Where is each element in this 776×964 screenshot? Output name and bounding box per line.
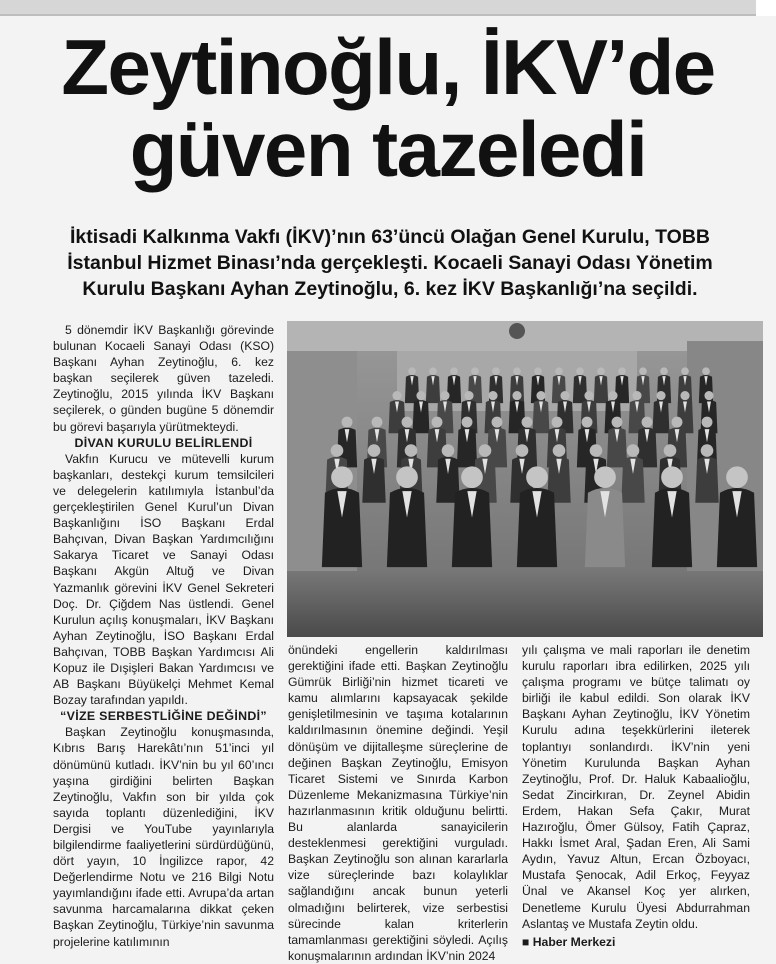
emblem-icon [509, 323, 525, 339]
group-photo-illustration [287, 321, 763, 637]
headline [0, 23, 776, 193]
deck-line-1: İktisadi Kalkınma Vakfı (İKV)’nın 63’üncü Olağan Genel Kurulu, TOBB [69, 226, 711, 248]
article-paragraph: Vakfın Kurucu ve mütevelli kurum başkanları, destekçi kurum temsilcileri ve delegelerin katılımıyla İstanbul’da gerçekleştirilen Genel Kurul’un Divan Başkanlığını İSO Başkanı Erdal Bahçıvan, Divan Başkan Yardımcılığını Sakarya Ticaret ve Sanayi Odası Başkanı Akgün Altuğ ve Divan Yazmanlık görevini İKV Genel Sekreteri Doç. Dr. Çiğdem Nas üstlendi. Genel Kurulun açılış konuşmaları, İKV Başkanı Ayhan Zeytinoğlu, İSO Başkanı Erdal Bahçıvan, TOBB Başkan Yardımcısı Ali Kopuz ile Dışişleri Bakan Yardımcısı ve AB Başkanı Büyükelçi Mehmet Kemal Bozay tarafından yapıldı. [53, 451, 274, 708]
headline-line-2: güven tazeledi [129, 105, 647, 193]
article-column-2 [288, 642, 508, 964]
group-photo [287, 321, 763, 637]
subheading-vize: “VİZE SERBESTLİĞİNE DEĞİNDİ” [60, 709, 267, 724]
byline: ■ Haber Merkezi [522, 934, 616, 949]
article-column-3 [522, 642, 750, 950]
article-paragraph: 5 dönemdir İKV Başkanlığı görevinde bulunan Kocaeli Sanayi Odası (KSO) Başkanı Ayhan Zeytinoğlu, 6. kez başkan seçilerek güven tazeledi. Zeytinoğlu, 2015 yılında İKV Başkanı seçilerek, o günden bugüne 5 dönemdir bu görevi başarıyla yürütmekteydi. [53, 323, 274, 434]
deck [30, 224, 750, 302]
article-paragraph: yılı çalışma ve mali raporları ile denetim kurulu raporları ibra edilirken, 2025 yılı çalışma programı ve bütçe talimatı oy birliği ile kabul edildi. Son olarak İKV Başkanı Ayhan Zeytinoğlu, İKV Yönetim Kurulu adına teşekkürlerini ileterek toplantıyı sonlandırdı. İKV’nin yeni Yönetim Kurulunda Başkan Ayhan Zeytinoğlu, Prof. Dr. Haluk Kabaalioğlu, Sedat Zincirkıran, Dr. Zeynel Abidin Erdem, Hakan Sefa Çakır, Murat Hazıroğlu, Ömer Gülsoy, Fatih Çapraz, Hakkı İsmet Aral, Şadan Eren, Ali Sami Aydın, Yavuz Altun, Ercan Özboyacı, Mustafa Şenocak, Adil Erkoç, Feyyaz Ünal ve Akansel Koç yer alırken, Denetleme Kurulu Üyesi Abdurrahman Aslantaş ve Mustafa Zeytin oldu. [522, 643, 750, 931]
article-paragraph: önündeki engellerin kaldırılması gerektiğini ifade etti. Başkan Zeytinoğlu Gümrük Birliği’nin hizmet ticareti ve kamu alımlarını kapsayacak şekilde genişletilmesinin ve taşıma kotalarının kaldırılmasının önemine değindi. Yeşil dönüşüm ve dijitalleşme süreçlerine de değinen Başkan Zeytinoğlu, Emisyon Ticaret Sistemi ve Sınırda Karbon Düzenleme Mekanizmasına Türkiye’nin hazırlanmasının kritik olduğunu belirtti. Bu alanlarda sanayicilerin desteklenmesi gerektiğini vurguladı. Başkan Zeytinoğlu son alınan kararlarla vize süreçlerinde bazı kolaylıklar sağlandığını ancak bunun yeterli olmadığını belirterek, vize serbestisi sürecinde kalan kriterlerin tamamlanması gerektiğini söyledi. Açılış konuşmalarının ardından İKV’nin 2024 [288, 643, 508, 963]
article-paragraph: Başkan Zeytinoğlu konuşmasında, Kıbrıs Barış Harekâtı’nın 51’inci yıl dönümünü kutladı. İKV’nin bu yıl 60’ıncı yaşına girdiğini belirten Başkan Zeytinoğlu, Vakfın son bir yılda çok sayıda toplantı düzenlediğini, İKV Dergisi ve YouTube yayınlarıyla bilgilendirme faaliyetlerini sürdürdüğünü, dört yayın, 10 İngilizce rapor, 42 Değerlendirme Notu ve 216 Bilgi Notu yayımlandığını ifade etti. Avrupa’da artan savunma harcamalarına dikkat çeken Başkan Zeytinoğlu, Türkiye’nin savunma projelerine katılımının [53, 725, 274, 949]
article-column-1 [53, 322, 274, 950]
headline-line-1: Zeytinoğlu, İKV’de [61, 23, 715, 111]
page-top-bar [0, 0, 756, 16]
page-corner [756, 0, 776, 16]
deck-line-2: İstanbul Hizmet Binası’nda gerçekleşti. Kocaeli Sanayi Odası Yönetim [67, 252, 713, 274]
subheading-divan-kurulu: DİVAN KURULU BELİRLENDİ [74, 435, 253, 450]
deck-line-3: Kurulu Başkanı Ayhan Zeytinoğlu, 6. kez İKV Başkanlığı’na seçildi. [82, 278, 698, 300]
